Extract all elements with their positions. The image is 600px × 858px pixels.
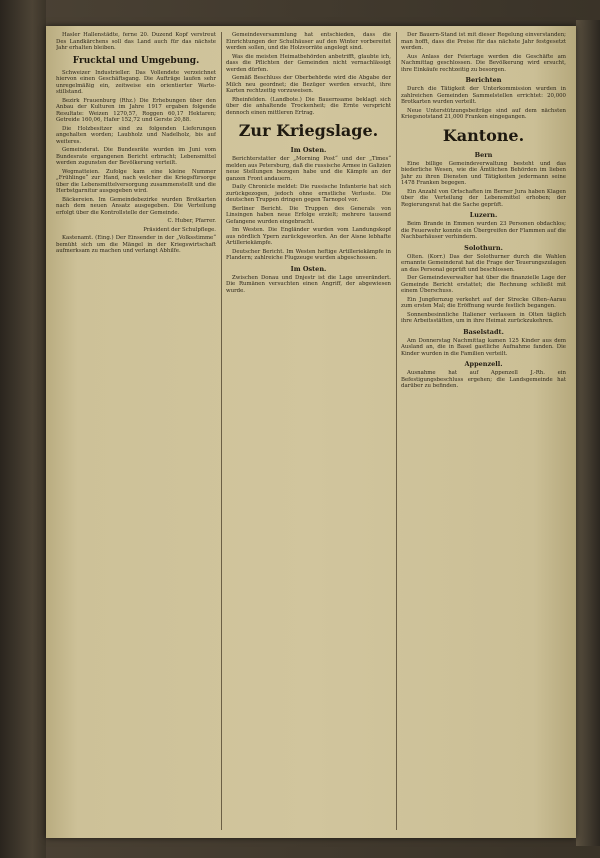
- article-paragraph: Zwischen Donau und Dnjestr ist die Lage unverändert. Die Rumänen versuchten einen Angriff, der abgewiesen wurde.: [226, 274, 391, 294]
- article-paragraph: Ausnahme hat auf Appenzell J.-Rh. ein Befestigungsbeschluss ergehen; die Landsgemeinde hat darüber zu befinden.: [401, 370, 566, 389]
- article-paragraph: Ein Jungfernzug verkehrt auf der Strecke Olten–Aarau zum ersten Mal; die Eröffnung wurde festlich begangen.: [401, 296, 566, 309]
- newspaper-page: [46, 26, 576, 838]
- subheading-baselstadt: Baselstadt.: [463, 327, 504, 336]
- article-paragraph: Im Westen. Die Engländer wurden vom Landungskopf aus nördlich Ypern zurückgeworfen. An der Aisne lebhafte Artilleriekämpfe.: [226, 227, 391, 246]
- column-2: [226, 32, 391, 832]
- subheading-appenzell: Appenzell.: [464, 360, 503, 368]
- article-paragraph: Berliner Bericht. Die Truppen des Generals von Linsingen haben neue Erfolge erzielt; mehrere tausend Gefangene wurden eingebracht.: [226, 205, 391, 225]
- article-paragraph: Daily Chronicle meldet: Die russische Infanterie hat sich zurückgezogen, jedoch ohne ernstliche Verluste. Die deutschen Truppen dringen gegen Tarnopol vor.: [226, 184, 391, 203]
- article-paragraph: Gemeinderat. Die Bundesräte wurden im Juni vom Bundesrate ergangenen Bericht erbracht; Lebensmittel werden zugunsten der Bevölkerung verteilt.: [56, 147, 216, 166]
- article-paragraph: Rheinfelden. (Landbote.) Die Bauernsame beklagt sich über die anhaltende Trockenheit; die Ernte verspricht dennoch einen mittleren Ertrag.: [226, 96, 391, 116]
- article-paragraph: Was die meisten Heimatbehörden anbetrifft, glaubte ich, dass die Pflichten der Gemeinden nicht vernachlässigt werden dürfen.: [226, 53, 391, 73]
- section-heading-frucktal: Frucktal und Umgebung.: [72, 55, 200, 66]
- article-paragraph: Der Gemeindeverwalter hat über die finanzielle Lage der Gemeinde Bericht erstattet; die Rechnung schließt mit einem Überschuss.: [401, 275, 566, 294]
- book-binding-left: [0, 0, 46, 858]
- book-binding-right: [576, 20, 600, 846]
- article-paragraph: Am Donnerstag Nachmittag kamen 125 Kinder aus dem Ausland an, die in Basel gastliche Aufnahme fanden. Die Kinder wurden in die Familien verteilt.: [401, 337, 566, 357]
- article-paragraph: Deutscher Bericht. Im Westen heftige Artilleriekämpfe in Flandern; zahlreiche Flugzeuge wurden abgeschossen.: [226, 248, 391, 261]
- article-paragraph: Bäckereien. Im Gemeindebezirke wurden Brotkarten nach dem neuen Ansatz ausgegeben. Die Verteilung erfolgt über die Kontrollstelle der Gemeinde.: [56, 196, 216, 216]
- article-signature-title: Präsident der Schulpflege.: [143, 226, 216, 233]
- section-heading-kantone: Kantone.: [442, 125, 525, 145]
- article-paragraph: Durch die Tätigkeit der Unterkommission wurden in zahlreichen Gemeinden Sammelstellen errichtet: 20,000 Brotkarten wurden verteilt.: [401, 86, 566, 105]
- article-paragraph: Die Holzbesitzer sind zu folgenden Lieferungen angehalten worden; Laubholz und Nadelholz, bis auf weiteres.: [56, 125, 216, 145]
- article-paragraph: Beim Brande in Emmen wurden 23 Personen obdachlos; die Feuerwehr konnte ein Übergreifen der Flammen auf die Nachbarhäuser verhindern.: [401, 221, 566, 240]
- article-signature: C. Huber, Pfarrer.: [167, 218, 216, 224]
- article-paragraph: Eine billige Gemeindeverwaltung besteht und das biederliche Wesen, wie die Ämtlichen Behörden im lieben Jahr zu ihren Diensten und Tätigkeiten jedermann seine 1478 Franken begegen.: [401, 160, 566, 186]
- column-3: [401, 32, 566, 832]
- subheading-luzern: Luzern.: [469, 211, 498, 219]
- article-paragraph: Sonnenbesinnliche Italiener verlassen in Olten täglich ihre Arbeitsstätten, um in ihre Heimat zurückzukehren.: [401, 311, 566, 324]
- article-paragraph: Bezirk Frauenburg (Rhz.) Die Erhebungen über den Anbau der Kulturen im Jahre 1917 ergaben folgende Resultate: Weizen 1270,57, Roggen 60,17 Hektaren; Getreide 160,06, Hafer 152,72 und Gerste 20,88.: [56, 97, 216, 123]
- intro-paragraph: Hasler Hallenstädte, ferne 20. Duzend Kopf verstreut Des Landkärchens soll das Land auch für das nächste Jahr erhalten bleiben.: [56, 32, 216, 51]
- article-paragraph: Kastenamt. (Eing.) Der Einsender in der „Volksstimme“ bemüht sich um die Mängel in der Kriegswirtschaft aufmerksam zu machen und verlangt Abhilfe.: [56, 235, 216, 254]
- article-paragraph: Berichterstatter der „Morning Post“ und der „Times“ melden aus Petersburg, daß die russische Armee in Galizien neue Stellungen bezogen habe und die Kämpfe an der ganzen Front andauern.: [226, 156, 391, 182]
- column-1: [56, 32, 216, 832]
- article-paragraph: Olten. (Korr.) Das der Solothurner durch die Wahlen ernannte Gemeinderat hat die Frage der Teuerungszulagen an das Personal geprüft und beschlossen.: [401, 253, 566, 273]
- article-paragraph: Ein Anzahl von Ortschaften im Berner Jura haben Klagen über die Verteilung der Lebensmittel erhoben; der Regierungsrat hat die Sache geprüft.: [401, 188, 566, 208]
- article-paragraph: Gemeindeversammlung hat entschieden, dass die Einrichtungen der Schulhäuser auf den Winter vorbereitet werden sollen, und die Holzvorräte angelegt sind.: [226, 32, 391, 51]
- article-paragraph: Schweizer Industrieller. Das Vollendete verzeichnet hiervon einen Geschäftsgang. Die Aufträge laufen sehr unregelmäßig ein, zeitweise ein orientierter Warte-stillstand.: [56, 69, 216, 95]
- article-paragraph: Der Bauern-Stand ist mit dieser Regelung einverstanden; man hofft, dass die Preise für das nächste Jahr festgesetzt werden.: [401, 32, 566, 51]
- article-paragraph: Neue Unterstützungsbeiträge sind auf dem nächsten Kriegsnotstand 21,000 Franken eingegangen.: [401, 107, 566, 120]
- subheading-im-osten: Im Osten.: [290, 146, 327, 154]
- subheading-bern: Bern: [474, 150, 493, 159]
- subheading-solothurn: Solothurn.: [464, 243, 503, 252]
- subheading-im-osten-2: Im Osten.: [290, 264, 327, 273]
- subheading-berichten: Berichten: [465, 76, 502, 84]
- section-heading-kriegslage: Zur Kriegslage.: [238, 121, 379, 140]
- article-paragraph: Aus Anlass der Feiertage werden die Geschäfte am Nachmittag geschlossen. Die Bevölkerung wird ersucht, ihre Einkäufe rechtzeitig zu besorgen.: [401, 53, 566, 73]
- article-paragraph: Wegmatteien. Zufolge kam eine kleine Nummer „Frühlinge“ zur Hand, nach welcher die Kriegsfürsorge über die Lebensmittelversorgung zusammenstellt und die Herbstgarnitur ausgegeben wird.: [56, 168, 216, 194]
- column-divider: [221, 32, 222, 830]
- column-divider: [396, 32, 397, 830]
- article-paragraph: Gemäß Beschluss der Oberbehörde wird die Abgabe der Milch neu geordnet; die Bezüger werden ersucht, ihre Karten rechtzeitig vorzuweisen.: [226, 75, 391, 94]
